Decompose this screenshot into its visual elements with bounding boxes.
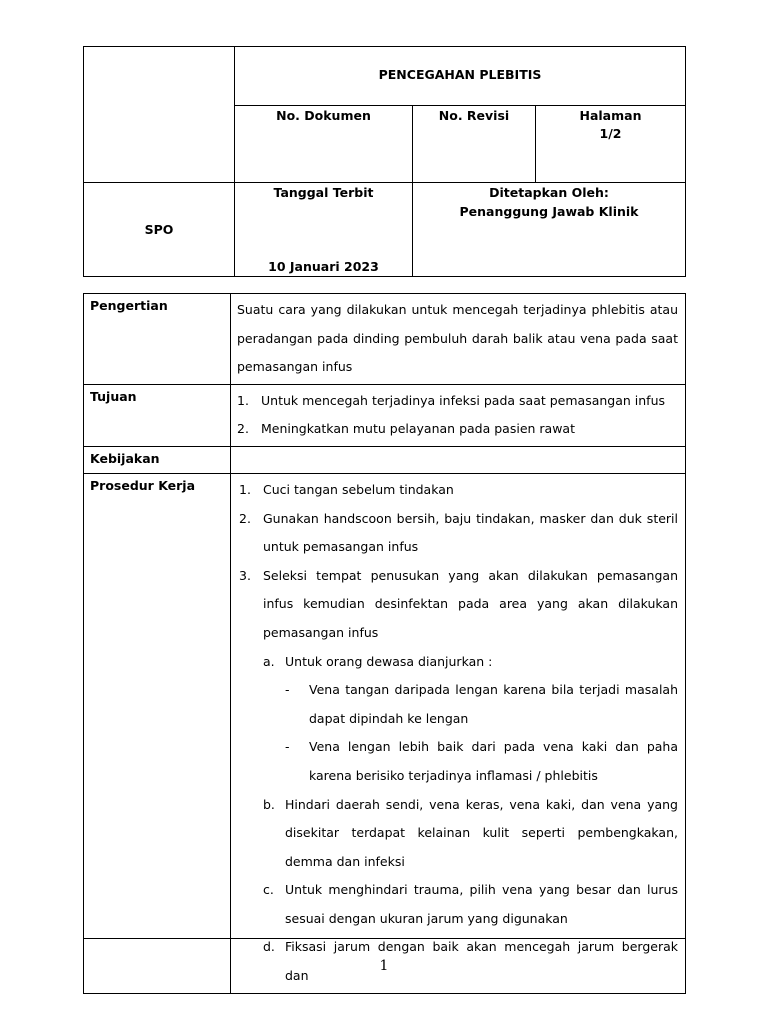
doc-number-label: No. Dokumen (235, 106, 413, 183)
procedure-label: Prosedur Kerja (84, 473, 231, 993)
sub-list-item (263, 648, 678, 677)
list-text: Seleksi tempat penusukan yang akan dilakukan pemasangan infus kemudian desinfektan pada area yang akan dilakukan pemasangan infus (263, 567, 678, 640)
page-number: 1 (379, 958, 389, 974)
list-text: Meningkatkan mutu pelayanan pada pasien rawat (261, 421, 575, 437)
list-item (239, 505, 678, 562)
document-title: PENCEGAHAN PLEBITIS (235, 47, 686, 106)
definition-label: Pengertian (84, 294, 231, 385)
approved-by: Penanggung Jawab Klinik (459, 204, 639, 219)
sub-list-letter: a. (263, 653, 275, 669)
list-text: Untuk mencegah terjadinya infeksi pada saat pemasangan infus (261, 392, 666, 408)
dash-text: Vena lengan lebih baik dari pada vena kaki dan paha karena berisiko terjadinya inflamasi / phlebitis (309, 739, 678, 783)
issue-date-label: Tanggal Terbit (273, 185, 374, 200)
list-item (237, 415, 678, 444)
page-label: Halaman (579, 108, 642, 123)
sub-list-text: Fiksasi jarum dengan baik akan mencegah jarum bergerak dan (285, 939, 678, 984)
list-item (237, 387, 678, 416)
dash-text: Vena tangan daripada lengan karena bila terjadi masalah dapat dipindah ke lengan (309, 682, 678, 726)
list-number: 2. (237, 421, 249, 437)
sub-list-letter: b. (263, 796, 275, 812)
revision-label: No. Revisi (413, 106, 536, 183)
purpose-list (231, 384, 686, 446)
list-text: Cuci tangan sebelum tindakan (263, 481, 454, 497)
list-item (239, 562, 678, 648)
issue-date: 10 Januari 2023 (268, 259, 379, 274)
sub-list-text: Untuk menghindari trauma, pilih vena yang besar dan lurus sesuai dengan ukuran jarum yang digunakan (285, 882, 678, 926)
policy-label: Kebijakan (84, 446, 231, 473)
dash-mark: - (285, 682, 290, 698)
spo-label: SPO (84, 183, 235, 277)
dash-list-item (285, 733, 678, 790)
list-text: Gunakan handscoon bersih, baju tindakan, masker dan duk steril untuk pemasangan infus (263, 510, 678, 555)
list-number: 1. (237, 392, 249, 408)
sub-list-letter: c. (263, 882, 274, 898)
approved-label: Ditetapkan Oleh: (489, 185, 609, 200)
procedure-list (231, 473, 686, 993)
list-item (239, 476, 678, 505)
procedure-table (83, 293, 686, 994)
sub-list-item (263, 876, 678, 933)
list-number: 1. (239, 481, 251, 497)
definition-text: Suatu cara yang dilakukan untuk mencegah terjadinya phlebitis atau peradangan pada dinding pembuluh darah balik atau vena pada saat pemasangan infus (231, 294, 686, 385)
list-number: 2. (239, 510, 251, 526)
dash-list-item (285, 676, 678, 733)
policy-content (231, 446, 686, 473)
sub-list-item (263, 791, 678, 877)
page-value: 1/2 (599, 126, 622, 141)
list-number: 3. (239, 567, 251, 583)
purpose-label: Tujuan (84, 384, 231, 446)
sub-list-text: Untuk orang dewasa dianjurkan : (285, 653, 493, 669)
sub-list-text: Hindari daerah sendi, vena keras, vena kaki, dan vena yang disekitar terdapat kelainan kulit seperti pembengkakan, demma dan infeksi (285, 796, 678, 869)
sub-list-letter: d. (263, 939, 275, 955)
dash-mark: - (285, 739, 290, 755)
